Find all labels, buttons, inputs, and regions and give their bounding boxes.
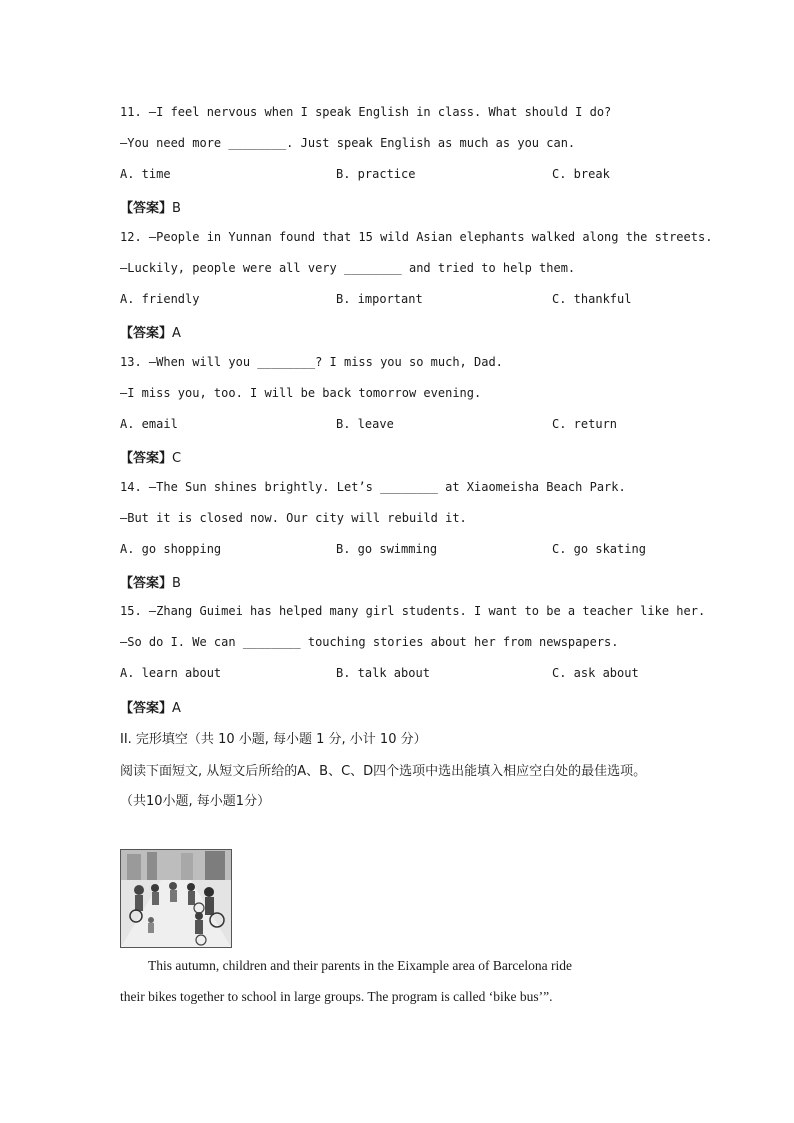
answer-label: 【答案】 xyxy=(120,576,173,591)
question-11-option-a: A. time xyxy=(120,167,171,181)
street-scene-image xyxy=(121,850,231,947)
question-12-response: —Luckily, people were all very ________ and tried to help them. xyxy=(120,261,576,275)
section-instruction: 阅读下面短文, 从短文后所给的A、B、C、D四个选项中选出能填入相应空白处的最佳选项。 xyxy=(120,764,647,779)
section-subnote: （共10小题, 每小题1分） xyxy=(120,794,271,809)
question-12-option-a: A. friendly xyxy=(120,292,200,306)
question-14-option-c: C. go skating xyxy=(552,542,646,556)
answer-value: B xyxy=(172,576,181,591)
question-11-response: —You need more ________. Just speak English as much as you can. xyxy=(120,136,576,150)
question-14-option-b: B. go swimming xyxy=(336,542,438,556)
question-14-response: —But it is closed now. Our city will rebuild it. xyxy=(120,511,467,525)
question-12-prompt: 12. —People in Yunnan found that 15 wild Asian elephants walked along the streets. xyxy=(120,230,713,244)
question-12-option-c: C. thankful xyxy=(552,292,632,306)
question-15-answer xyxy=(120,697,181,716)
question-11-option-c: C. break xyxy=(552,167,610,181)
question-15-prompt: 15. —Zhang Guimei has helped many girl students. I want to be a teacher like her. xyxy=(120,604,706,618)
question-14-answer xyxy=(120,572,181,591)
answer-value: A xyxy=(172,701,181,716)
answer-label: 【答案】 xyxy=(120,326,173,341)
question-15-option-b: B. talk about xyxy=(336,666,430,680)
question-15-option-a: A. learn about xyxy=(120,666,222,680)
question-15-response: —So do I. We can ________ touching stories about her from newspapers. xyxy=(120,635,619,649)
answer-value: A xyxy=(172,326,181,341)
answer-label: 【答案】 xyxy=(120,701,173,716)
answer-label: 【答案】 xyxy=(120,201,173,216)
question-13-answer xyxy=(120,447,181,466)
question-14-prompt: 14. —The Sun shines brightly. Let’s ________ at Xiaomeisha Beach Park. xyxy=(120,480,626,494)
section-heading: II. 完形填空（共 10 小题, 每小题 1 分, 小计 10 分） xyxy=(120,732,427,747)
question-11-prompt: 11. —I feel nervous when I speak English in class. What should I do? xyxy=(120,105,612,119)
passage-line-2: their bikes together to school in large groups. The program is called ‘bike bus’”. xyxy=(120,989,553,1004)
question-11-option-b: B. practice xyxy=(336,167,416,181)
question-13-response: —I miss you, too. I will be back tomorrow evening. xyxy=(120,386,482,400)
question-12-answer xyxy=(120,322,181,341)
answer-value: B xyxy=(172,201,181,216)
question-13-option-c: C. return xyxy=(552,417,618,431)
question-13-prompt: 13. —When will you ________? I miss you so much, Dad. xyxy=(120,355,503,369)
passage-line-1: This autumn, children and their parents in the Eixample area of Barcelona ride xyxy=(148,958,572,973)
question-12-option-b: B. important xyxy=(336,292,423,306)
question-15-option-c: C. ask about xyxy=(552,666,639,680)
question-14-option-a: A. go shopping xyxy=(120,542,222,556)
question-13-option-b: B. leave xyxy=(336,417,394,431)
question-11-answer xyxy=(120,197,181,216)
bike-bus-photo xyxy=(120,849,232,948)
answer-value: C xyxy=(172,451,182,466)
answer-label: 【答案】 xyxy=(120,451,173,466)
question-13-option-a: A. email xyxy=(120,417,178,431)
